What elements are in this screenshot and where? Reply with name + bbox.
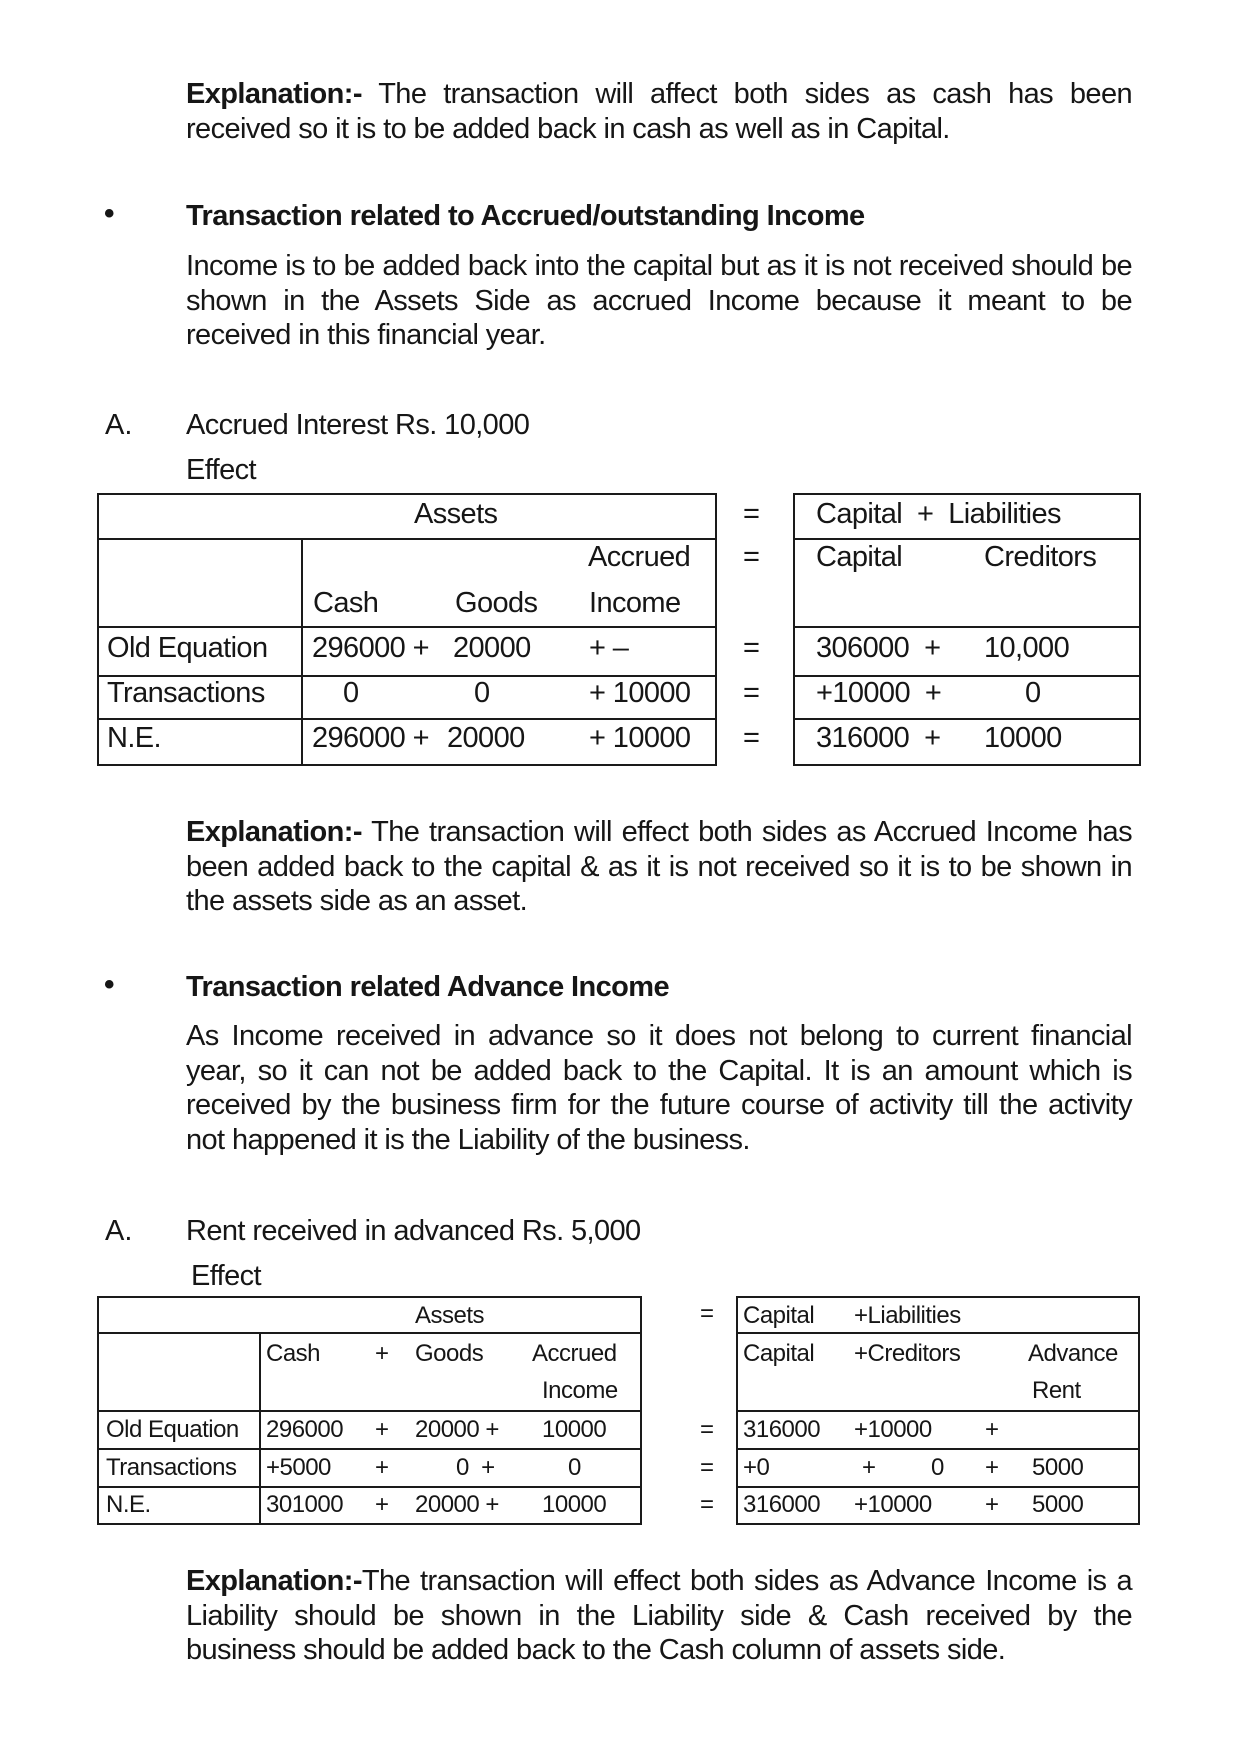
goods-value: 0 +: [456, 1454, 495, 1481]
right-liabilities-header: +Liabilities: [854, 1302, 961, 1329]
bullet: •: [104, 968, 115, 1001]
col-accrued-line1: Accrued: [588, 541, 691, 573]
explanation-label: Explanation:-: [186, 78, 362, 110]
liability-value: 0: [1025, 677, 1041, 709]
col-creditors: +Creditors: [854, 1340, 961, 1367]
plus: +: [985, 1491, 999, 1518]
row-label: N.E.: [106, 1491, 151, 1518]
row-label: N.E.: [107, 722, 161, 754]
equals-sign: =: [700, 1416, 715, 1443]
section-body-accrued: Income is to be added back into the capital but as it is not received should be shown in the Assets Side as accrued Income because it meant to be received in this financial year.: [186, 250, 1132, 351]
col-income: Income: [542, 1377, 618, 1404]
advance-value: 5000: [1032, 1454, 1084, 1481]
col-accrued: Accrued: [532, 1340, 617, 1367]
example-title: Rent received in advanced Rs. 5,000: [186, 1215, 641, 1247]
creditors-value: + 0: [862, 1454, 944, 1481]
equals-sign: =: [700, 1300, 715, 1327]
row-label: Transactions: [106, 1454, 237, 1481]
advance-value: 5000: [1032, 1491, 1084, 1518]
creditors-value: +10000: [854, 1491, 932, 1518]
row-label: Old Equation: [107, 632, 268, 664]
col-goods: Goods: [415, 1340, 484, 1367]
accrued-value: + –: [589, 632, 629, 664]
explanation-text: The transaction will effect both sides as Accrued Income has been added back to the capital & as it is not received so it is to be shown in the assets side as an asset.: [186, 816, 1132, 917]
right-capital-header: Capital: [743, 1302, 815, 1329]
section-heading-advance: Transaction related Advance Income: [186, 971, 669, 1003]
plus: +: [375, 1416, 389, 1443]
creditors-value: +10000: [854, 1416, 932, 1443]
col-creditors: Creditors: [984, 541, 1097, 573]
explanation-paragraph-1: [186, 77, 1132, 146]
accrued-value: + 10000: [589, 677, 691, 709]
cash-value: 0: [343, 677, 359, 709]
effect-label: Effect: [186, 454, 257, 486]
cash-value: 296000: [266, 1416, 344, 1443]
goods-value: 20000 +: [415, 1416, 499, 1443]
explanation-label: Explanation:-: [186, 816, 362, 848]
goods-value: 20000: [453, 632, 531, 664]
liability-value: 10000: [984, 722, 1062, 754]
bullet: •: [104, 197, 115, 230]
equals-sign: =: [743, 541, 760, 573]
plus: +: [375, 1454, 389, 1481]
col-capital: Capital: [743, 1340, 815, 1367]
goods-value: 20000 +: [415, 1491, 499, 1518]
capital-value: +10000 +: [816, 677, 942, 709]
goods-value: 0: [474, 677, 490, 709]
capital-value: 306000 +: [816, 632, 941, 664]
capital-value: 316000 +: [816, 722, 941, 754]
equals-sign: =: [700, 1491, 715, 1518]
col-plus: +: [375, 1340, 389, 1367]
right-header: Capital + Liabilities: [816, 498, 1061, 530]
example-marker: A.: [105, 1215, 133, 1247]
capital-value: +0: [743, 1454, 770, 1481]
cash-value: 301000: [266, 1491, 344, 1518]
col-goods: Goods: [455, 587, 538, 619]
liability-value: 10,000: [984, 632, 1070, 664]
accrued-value: 10000: [542, 1416, 607, 1443]
explanation-label: Explanation:-: [186, 1565, 362, 1597]
explanation-paragraph-3: [186, 1564, 1132, 1668]
capital-value: 316000: [743, 1491, 821, 1518]
section-body-advance: As Income received in advance so it does not belong to current financial year, so it can not be added back to the Capital. It is an amount which is received by the business firm for the future course of activity till the activity not happened it is the Liability of the business.: [186, 1020, 1132, 1156]
col-rent: Rent: [1032, 1377, 1081, 1404]
explanation-text: The transaction will effect both sides as Advance Income is a Liability should be shown in the Liability side & Cash received by the business should be added back to the Cash column of assets side.: [186, 1565, 1132, 1666]
accrued-value: 0: [568, 1454, 581, 1481]
col-income: Income: [589, 587, 681, 619]
equals-sign: =: [743, 632, 760, 664]
col-advance: Advance: [1028, 1340, 1118, 1367]
equals-sign: =: [743, 677, 760, 709]
accrued-value: 10000: [542, 1491, 607, 1518]
equals-sign: =: [743, 498, 760, 530]
explanation-paragraph-2: [186, 815, 1132, 919]
effect-label: Effect: [191, 1260, 262, 1292]
assets-header: Assets: [415, 1302, 485, 1329]
col-cash: Cash: [266, 1340, 321, 1367]
assets-header: Assets: [414, 498, 498, 530]
explanation-text: The transaction will affect both sides as cash has been received so it is to be added back in cash as well as in Capital.: [186, 78, 1132, 145]
example-marker: A.: [105, 409, 133, 441]
goods-value: 20000: [447, 722, 525, 754]
row-label: Old Equation: [106, 1416, 239, 1443]
plus: +: [375, 1491, 389, 1518]
equals-sign: =: [700, 1454, 715, 1481]
col-capital: Capital: [816, 541, 903, 573]
example-title: Accrued Interest Rs. 10,000: [186, 409, 530, 441]
capital-value: 316000: [743, 1416, 821, 1443]
cash-value: 296000 +: [312, 722, 429, 754]
cash-value: +5000: [266, 1454, 331, 1481]
col-cash: Cash: [313, 587, 379, 619]
plus: +: [985, 1454, 999, 1481]
cash-value: 296000 +: [312, 632, 429, 664]
section-heading-accrued: Transaction related to Accrued/outstanding Income: [186, 200, 865, 232]
plus: +: [985, 1416, 999, 1443]
row-label: Transactions: [107, 677, 265, 709]
accrued-value: + 10000: [589, 722, 691, 754]
equals-sign: =: [743, 722, 760, 754]
